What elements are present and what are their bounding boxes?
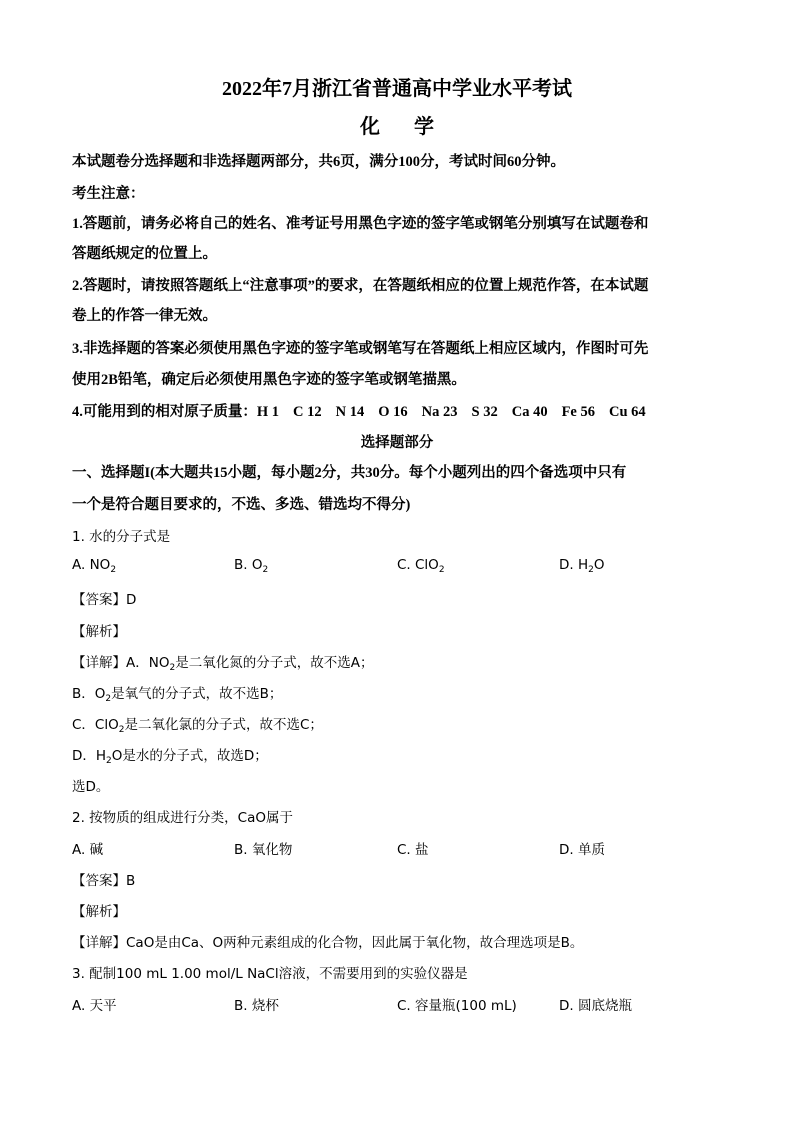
q1-option-d: D. $H_2O$	[559, 557, 605, 575]
atom-mass: C 12	[293, 404, 322, 420]
notice-4	[72, 400, 646, 421]
exam-title: 2022年7月浙江省普通高中学业水平考试	[222, 78, 572, 100]
section-desc-a: 一、选择题I(本大题共15小题，每小题2分，共30分。每个小题列出的四个备选项中只有	[72, 465, 627, 481]
notice-3b: 使用2B铅笔，确定后必须使用黑色字迹的签字笔或钢笔描黑。	[72, 372, 466, 388]
q1-conclusion: 选D。	[72, 779, 110, 795]
q1-detail-b: B．$O_2$是氧气的分子式，故不选B；	[72, 686, 283, 704]
q2-option-b: B. 氧化物	[234, 842, 293, 858]
q1-detail-d: D．$H_2O$是水的分子式，故选D；	[72, 748, 268, 766]
q3-option-d: D. 圆底烧瓶	[559, 998, 632, 1014]
atom-mass: O 16	[378, 404, 408, 420]
q2-option-a: A. 碱	[72, 842, 104, 858]
q2-detail: 【详解】CaO是由Ca、O两种元素组成的化合物，因此属于氧化物，故合理选项是B。	[72, 935, 584, 951]
q2-option-d: D. 单质	[559, 842, 605, 858]
question-1-stem: 1. 水的分子式是	[72, 529, 171, 545]
notice-1a: 1.答题前，请务必将自己的姓名、准考证号用黑色字迹的签字笔或钢笔分别填写在试题卷和	[72, 216, 649, 232]
atom-mass: Cu 64	[609, 404, 646, 420]
q1-answer: 【答案】D	[72, 592, 137, 608]
notice-2a: 2.答题时，请按照答题纸上“注意事项”的要求，在答题纸相应的位置上规范作答，在本试题	[72, 278, 649, 294]
q2-answer: 【答案】B	[72, 873, 136, 889]
q1-option-b: B. $O_2$	[234, 557, 269, 575]
atom-mass: H 1	[256, 404, 280, 420]
q3-option-a: A. 天平	[72, 998, 117, 1014]
q1-option-c: C. ClO$_2$	[397, 557, 445, 575]
notice-2b: 卷上的作答一律无效。	[72, 308, 217, 324]
atom-mass: S 32	[471, 404, 498, 420]
atom-mass: N 14	[335, 404, 365, 420]
atom-mass: Fe 56	[561, 404, 595, 420]
q2-analysis-tag: 【解析】	[72, 904, 126, 920]
notice-1b: 答题纸规定的位置上。	[72, 246, 217, 262]
atom-mass: Ca 40	[511, 404, 548, 420]
q1-option-a: A. $NO_2$	[72, 557, 117, 575]
q3-option-c: C. 容量瓶(100 mL)	[397, 998, 517, 1014]
q1-analysis-tag: 【解析】	[72, 624, 126, 640]
question-3-stem: 3. 配制100 mL 1.00 mol/L NaCl溶液，不需要用到的实验仪器是	[72, 966, 468, 982]
atom-mass: Na 23	[421, 404, 458, 420]
q2-option-c: C. 盐	[397, 842, 429, 858]
atomic-mass-label: 4.可能用到的相对原子质量：	[72, 404, 257, 420]
q1-detail-c: C．ClO$_2$是二氧化氯的分子式，故不选C；	[72, 717, 323, 735]
subject-title: 化学	[360, 116, 468, 138]
intro-line: 本试题卷分选择题和非选择题两部分，共6页，满分100分，考试时间60分钟。	[72, 154, 565, 170]
q1-detail-a: 【详解】A．$NO_2$是二氧化氮的分子式，故不选A；	[72, 655, 374, 673]
question-2-stem: 2. 按物质的组成进行分类，CaO属于	[72, 810, 293, 826]
notice-3a: 3.非选择题的答案必须使用黑色字迹的签字笔或钢笔写在答题纸上相应区域内，作图时可先	[72, 341, 649, 357]
q3-option-b: B. 烧杯	[234, 998, 279, 1014]
section-heading: 选择题部分	[360, 435, 434, 451]
section-desc-b: 一个是符合题目要求的，不选、多选、错选均不得分)	[72, 497, 411, 513]
notice-heading: 考生注意：	[72, 186, 145, 202]
